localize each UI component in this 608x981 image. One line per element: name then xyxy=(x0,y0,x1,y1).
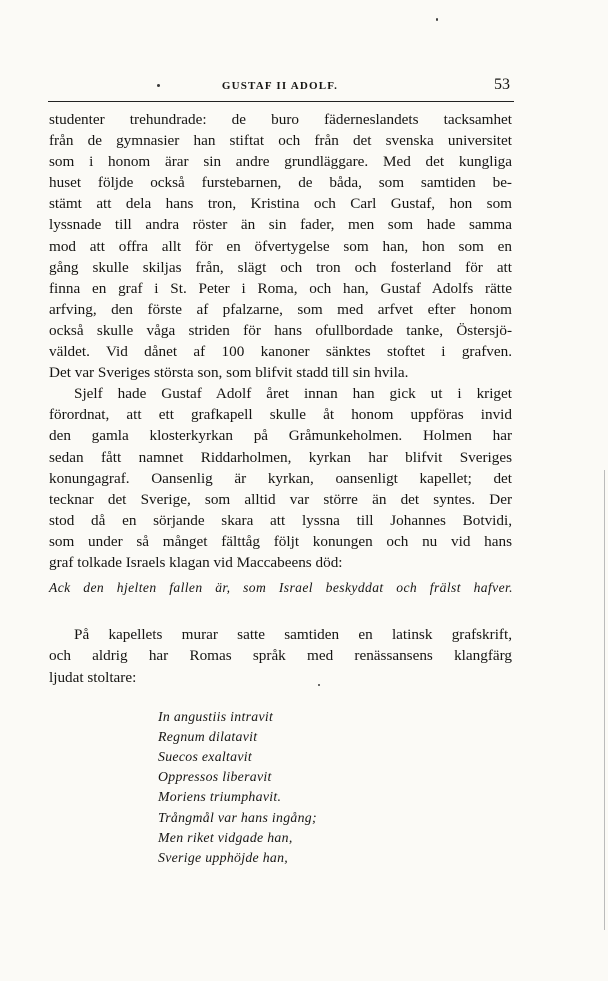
page-header xyxy=(48,74,512,98)
verse-line: Oppressos liberavit xyxy=(158,769,272,784)
text-line: förordnat, att ett grafkapell skulle åt honom uppföras invid xyxy=(49,406,512,424)
running-title: GUSTAF II ADOLF. xyxy=(221,80,339,92)
verse-line: In angustiis intravit xyxy=(158,709,274,724)
text-line: graf tolkade Israels klagan vid Maccabeens död: xyxy=(49,553,343,571)
text-line: lyssnade till andra röster än sin fader, men som hade samma xyxy=(49,216,512,234)
main-text xyxy=(49,109,512,573)
text-line: mod att offra allt för en öfvertygelse som han, hon som en xyxy=(49,237,512,255)
text-line: stod då en sörjande skara att lyssna till Johannes Botvidi, xyxy=(49,511,512,529)
text-line: väldet. Vid dånet af 100 kanoner sänktes stoftet i grafven. xyxy=(49,343,512,361)
text-line: På kapellets murar satte samtiden en latinsk grafskrift, xyxy=(74,626,512,643)
paragraph-2 xyxy=(49,383,512,573)
text-line: huset följde också furstebarnen, de båda, som samtiden be- xyxy=(49,174,512,192)
text-line: Det var Sveriges största son, som blifvit stadd till sin hvila. xyxy=(49,364,409,382)
page-number: 53 xyxy=(494,76,510,93)
verse-line: Suecos exaltavit xyxy=(158,749,253,764)
verse-line: Regnum dilatavit xyxy=(158,729,258,744)
biblical-quote: Ack den hjelten fallen är, som Israel beskyddat och frälst hafver. xyxy=(49,580,513,595)
verse-line: Sverige upphöjde han, xyxy=(158,850,289,865)
print-speck xyxy=(157,84,160,87)
text-line: studenter trehundrade: de buro fäderneslandets tacksamhet xyxy=(49,111,512,128)
text-line: och aldrig har Romas språk med renässansens klangfärg xyxy=(49,647,512,665)
text-line: arfving, den förste af pfalzarne, som med arfvet efter honom xyxy=(49,300,512,318)
header-rule xyxy=(48,101,514,102)
text-line: Sjelf hade Gustaf Adolf året innan han gick ut i kriget xyxy=(74,385,512,403)
text-line: tecknar det Sverige, som alltid var större än det syntes. Der xyxy=(49,490,512,508)
text-line: stämt att dela hans tron, Kristina och Carl Gustaf, hon som xyxy=(49,195,512,213)
print-speck xyxy=(318,684,320,686)
text-line: sedan fått namnet Riddarholmen, kyrkan har blifvit Sveriges xyxy=(49,448,512,466)
verse-line: Trångmål var hans ingång; xyxy=(158,810,317,825)
text-line: ljudat stoltare: xyxy=(49,668,137,686)
paragraph-3 xyxy=(49,624,512,688)
latin-inscription xyxy=(158,707,281,807)
text-line: också skulle våga striden för hans ofullbordade tanke, Östersjö- xyxy=(49,321,512,339)
print-speck xyxy=(436,18,438,21)
text-line: gång skulle skiljas från, slägt och tron och fosterland för att xyxy=(49,258,512,276)
text-line: som under så månget fälttåg följt konungen och nu vid hans xyxy=(49,532,512,550)
text-line: finna en graf i St. Peter i Roma, och han, Gustaf Adolfs rätte xyxy=(49,279,512,297)
text-line: som i honom ärar sin andre grundläggare. Med det kungliga xyxy=(49,153,512,171)
verse-line: Moriens triumphavit. xyxy=(158,789,282,804)
page-edge-shadow xyxy=(604,470,605,930)
text-line: den gamla klosterkyrkan på Gråmunkeholmen. Holmen har xyxy=(49,427,512,445)
swedish-inscription xyxy=(158,808,317,868)
text-line: från de gymnasier han stiftat och från det svenska universitet xyxy=(49,132,512,150)
verse-line: Men riket vidgade han, xyxy=(158,830,293,845)
text-line: konungagraf. Oansenlig är kyrkan, oansenligt kapellet; det xyxy=(49,469,512,487)
paragraph-1 xyxy=(49,109,512,383)
